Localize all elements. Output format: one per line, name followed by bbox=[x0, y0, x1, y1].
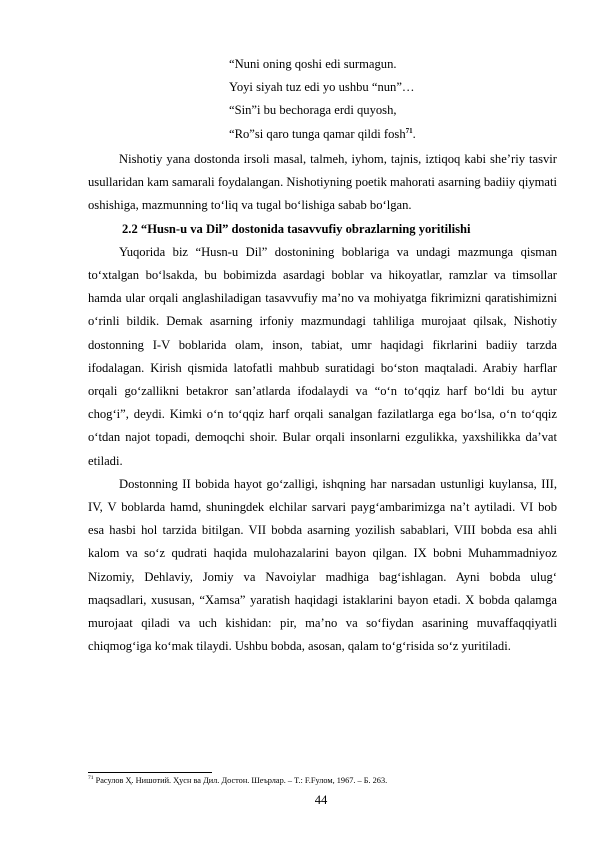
poem-line-2: Yoyi siyah tuz edi yo ushbu “nun”… bbox=[229, 80, 415, 95]
section-heading: 2.2 “Husn-u va Dil” dostonida tasavvufiy obrazlarning yoritilishi bbox=[122, 221, 471, 236]
footnote-number: 71 bbox=[88, 775, 94, 782]
poem-line-1: “Nuni oning qoshi edi surmagun. bbox=[229, 57, 397, 71]
paragraph-2: Yuqorida biz “Husn-u Dil” dostonining boblariga va undagi mazmunga qisman to‘xtalgan bo‘lsakda, bu bobimizda asardagi boblar va hikoyatlar, ramzlar va timsollar hamda ular orqali anglashiladigan tasavvufiy ma’no va mohiyatga fikrimizni qaratishimizni o‘rinli bildik. Demak asarning irfoniy mazmundagi tahliliga murojaat qilsak, Nishotiy dostonning I-V boblarida olam, inson, tabiat, umr haqidagi fikrlarini badiiy tarzda ifodalagan. Kirish qismida latofatli mahbub suratidagi bo‘ston maqtaladi. Arabiy harflar orqali go‘zallikni betakror san’atlarda ifodalaydi va “o‘n to‘qqiz harf bo‘ldi bu aytur chog‘i”, deydi. Kimki o‘n to‘qqiz harf orqali sanalgan fazilatlarga ega bo‘lsa, o‘n to‘qqiz o‘tdan najot topadi, demoqchi shoir. Bular orqali insonlarni ezgulikka, yaxshilikka da’vat etiladi. bbox=[88, 244, 557, 468]
poem-line-3: “Sin”i bu bechoraga erdi quyosh, bbox=[229, 103, 397, 118]
poem-line-4 bbox=[229, 123, 549, 146]
footnote-text: Расулов Ҳ. Нишотий. Ҳусн ва Дил. Достон. Шеърлар. – Т.: F.Fулом, 1967. – Б. 263. bbox=[93, 776, 388, 785]
poem-line-4-tail: . bbox=[412, 126, 416, 141]
poem-line-4-text: “Ro”si qaro tunga qamar qildi fosh bbox=[229, 126, 406, 141]
paragraph-3: Dostonning II bobida hayot go‘zalligi, ishqning har narsadan ustunligi kuylansa, III, IV, V boblarda hamd, shuningdek elchilar sarvari payg‘ambarimizga na’t aytiladi. VI bob esa hasbi hol tarzida bitilgan. VII bobda asarning yozilish sabablari, VIII bobda esa ahli kalom va so‘z qudrati haqida mulohazalarini bayon qilgan. IX bobni Muhammadniyoz Nizomiy, Dehlaviy, Jomiy va Navoiylar madhiga bag‘ishlagan. Ayni bobda ulug‘ maqsadlari, xususan, “Xamsa” yaratish haqidagi istaklarini bayon etadi. X bobda qalamga murojaat qiladi va uch kishidan: pir, ma’no va so‘fiydan asarining muvaffaqqiyatli chiqmog‘iga ko‘mak tilaydi. Ushbu bobda, asosan, qalam to‘g‘risida so‘z yuritiladi. bbox=[88, 476, 557, 654]
footnote-divider bbox=[88, 772, 212, 773]
page-number: 44 bbox=[314, 793, 328, 807]
main-text bbox=[88, 148, 557, 658]
poem-quote bbox=[229, 53, 549, 146]
footnote bbox=[88, 775, 558, 787]
paragraph-1: Nishotiy yana dostonda irsoli masal, talmeh, iyhom, tajnis, iztiqoq kabi she’riy tasvir usullaridan kam samarali foydalangan. Nishotiyning poetik mahorati asarning badiiy qiymati oshishiga, mazmunning to‘liq va tugal bo‘lishiga sabab bo‘lgan. bbox=[88, 152, 557, 213]
footnote-reference[interactable]: 71 bbox=[405, 126, 413, 135]
